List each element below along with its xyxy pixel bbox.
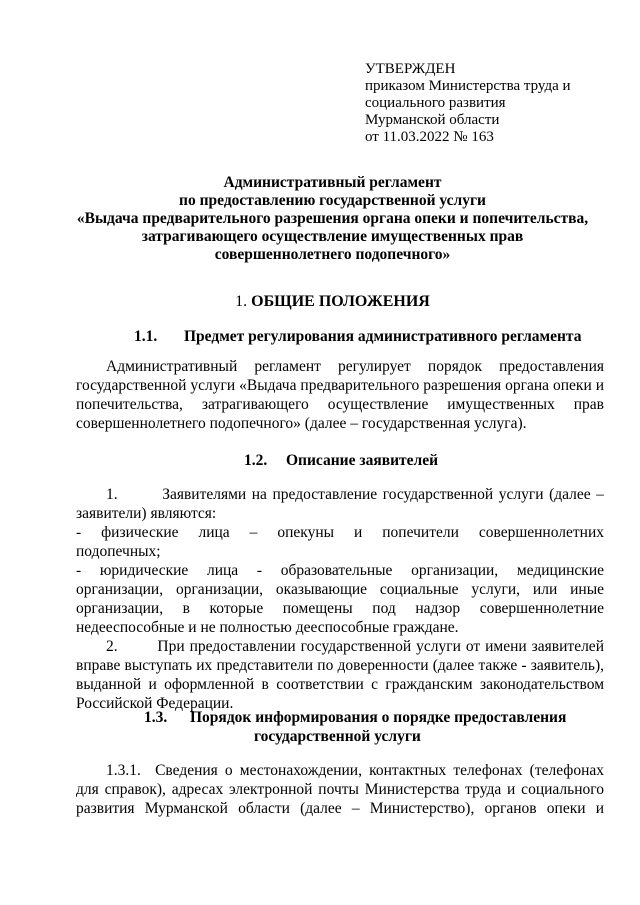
text-line: Административный регламент регулирует порядок предоставления (106, 358, 604, 375)
text-line: - физические лица – опекуны и попечители совершеннолетних (76, 524, 604, 541)
approval-line: Мурманской области (365, 112, 500, 128)
title-line: по предоставлению государственной услуги (179, 192, 486, 209)
approval-line: приказом Министерства труда и (365, 78, 571, 94)
title-line: затрагивающего осуществление имущественных прав (141, 228, 524, 245)
title-line: совершеннолетнего подопечного» (214, 246, 451, 263)
title-line: «Выдача предварительного разрешения органа опеки и попечительства, (76, 210, 589, 227)
text-line: 2. При предоставлении государственной услуги от имени заявителей (106, 638, 604, 655)
subsection-title: Описание заявителей (286, 452, 439, 469)
approval-stamp (365, 61, 625, 146)
document-title (60, 174, 605, 264)
subsection-title: государственной услуги (254, 728, 421, 745)
approval-date: от 11.03.2022 № 163 (365, 129, 494, 145)
approval-heading: УТВЕРЖДЕН (365, 61, 456, 77)
text-line: развития Мурманской области (далее – Министерство), органов опеки и (76, 800, 604, 817)
subsection-heading (244, 451, 438, 470)
text-line: недееспособные и не полностью дееспособные граждане. (76, 619, 459, 636)
subsection-number: 1.1. (134, 328, 158, 345)
text-line: совершеннолетнего подопечного» (далее – государственная услуга). (76, 415, 527, 432)
text-line: организации, организации, оказывающие социальные услуги, или иные (76, 581, 604, 598)
text-line: подопечных; (76, 543, 161, 560)
text-line: - юридические лица - образовательные организации, медицинские (76, 562, 604, 579)
section-heading (60, 292, 605, 311)
text-line: заявители) являются: (76, 505, 217, 522)
subsection-heading (134, 327, 581, 346)
subsection-number: 1.2. (244, 452, 268, 469)
text-line: попечительства, затрагивающего осуществление имущественных прав (76, 396, 604, 413)
text-line: государственной услуги «Выдача предварительного разрешения органа опеки и (76, 377, 604, 394)
paragraph-informing (76, 761, 604, 818)
title-line: Административный регламент (223, 174, 442, 191)
text-line: вправе выступать их представители по доверенности (далее также - заявитель), (76, 657, 604, 674)
text-line: 1. Заявителями на предоставление государственной услуги (далее – (106, 486, 604, 503)
subsection-heading-continued (254, 727, 421, 746)
text-line: 1.3.1. Сведения о местонахождении, контактных телефонах (телефонах (106, 762, 604, 779)
subsection-title: Предмет регулирования административного регламента (184, 328, 582, 345)
subsection-heading (144, 708, 566, 727)
section-number: 1. (235, 293, 248, 310)
section-title: ОБЩИЕ ПОЛОЖЕНИЯ (251, 293, 430, 310)
paragraph-applicants (76, 485, 604, 713)
paragraph-scope (76, 357, 604, 433)
subsection-number: 1.3. (144, 709, 168, 726)
text-line: организации, в которые помещены под надзор совершеннолетние (76, 600, 604, 617)
text-line: выданной и оформленной в соответствии с гражданским законодательством (76, 676, 604, 693)
text-line: для справок), адресах электронной почты Министерства труда и социального (76, 781, 604, 798)
subsection-title: Порядок информирования о порядке предоставления (190, 709, 567, 726)
text-line: Российской Федерации. (76, 695, 234, 712)
approval-line: социального развития (365, 95, 506, 111)
